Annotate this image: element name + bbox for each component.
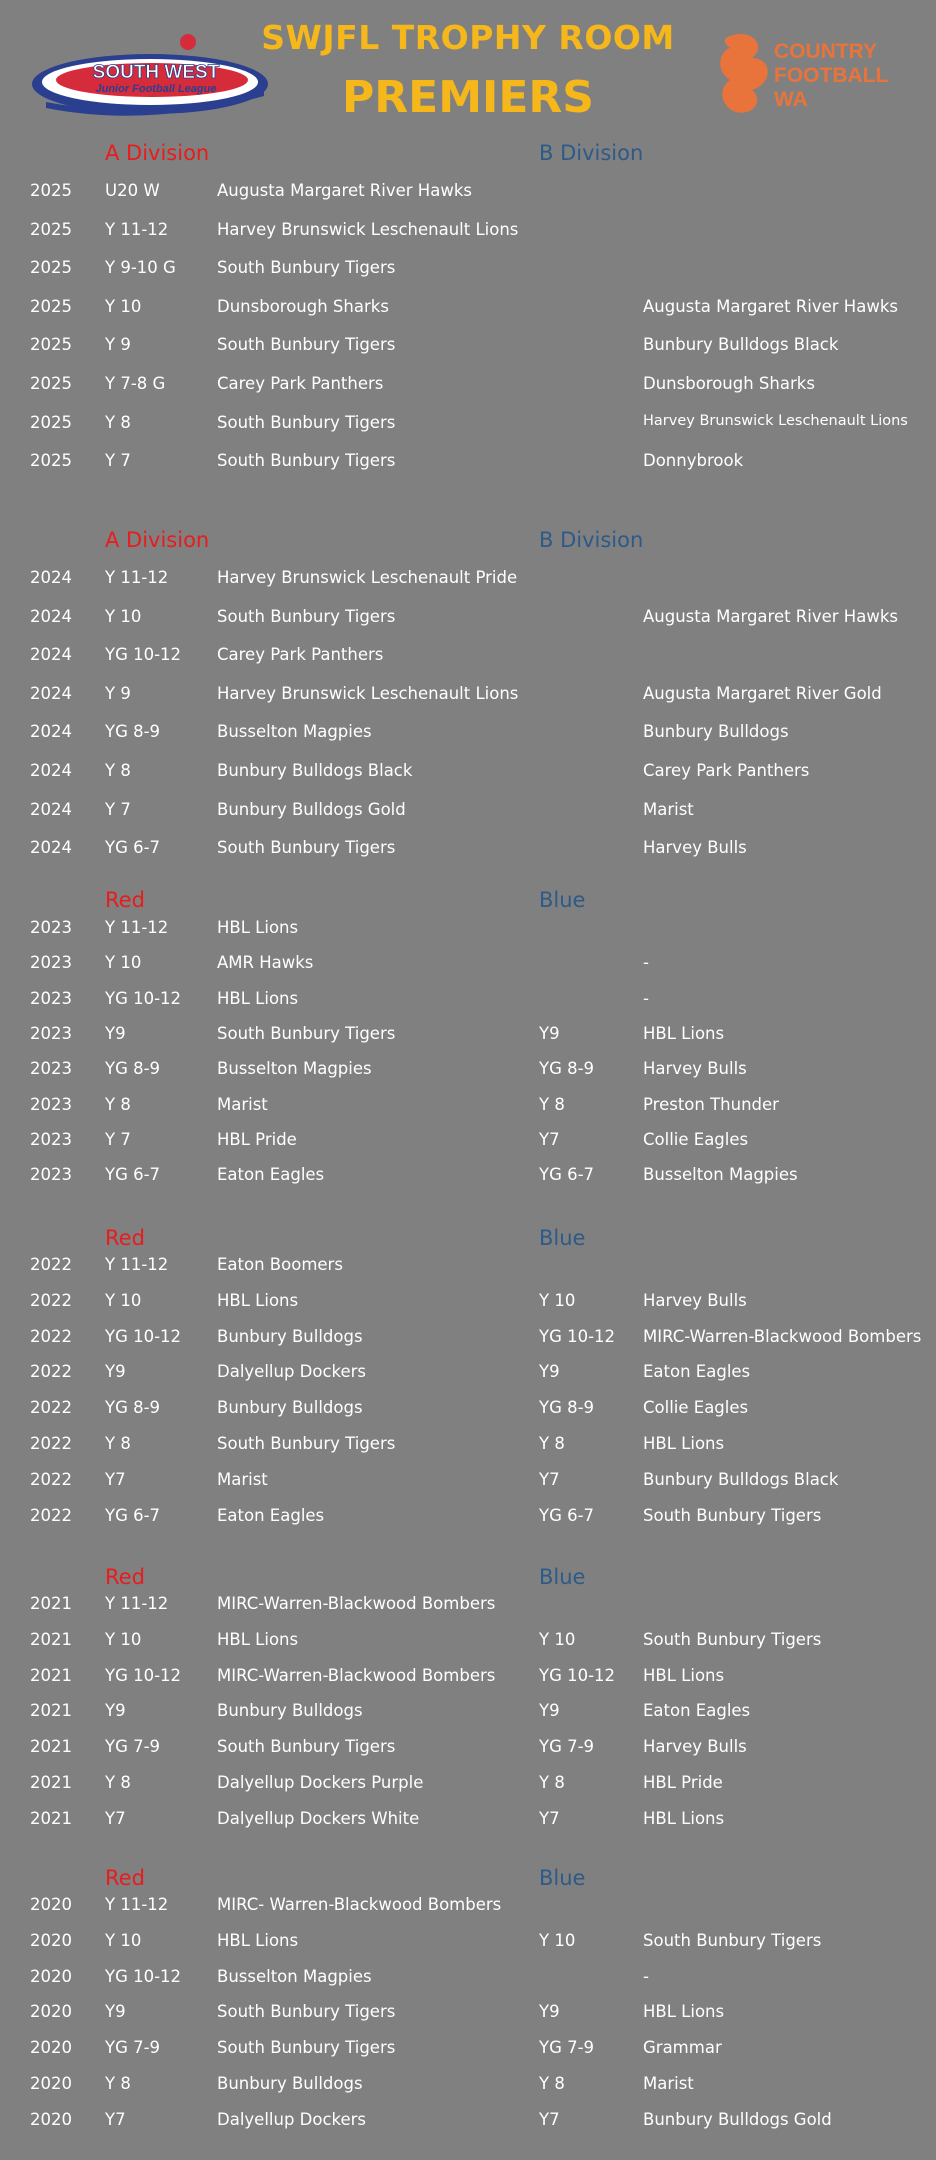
- division2-cell: Y7: [539, 1469, 560, 1489]
- team-cell: HBL Lions: [217, 1629, 299, 1649]
- year-cell: 2020: [30, 1930, 72, 1950]
- team2-cell: Marist: [643, 799, 694, 819]
- year-cell: 2020: [30, 2038, 72, 2058]
- year-cell: 2025: [30, 451, 72, 471]
- team-cell: MIRC-Warren-Blackwood Bombers: [217, 1594, 496, 1613]
- team2-cell: HBL Pride: [643, 1773, 723, 1792]
- team2-cell: Donnybrook: [643, 451, 744, 471]
- team2-cell: HBL Lions: [643, 1434, 725, 1453]
- division-cell: Y 10: [105, 606, 142, 626]
- team-cell: Eaton Boomers: [217, 1255, 343, 1274]
- division-cell: Y 9: [105, 683, 131, 703]
- team-cell: Dalyellup Dockers: [217, 2109, 367, 2129]
- team-cell: Bunbury Bulldogs Gold: [217, 799, 406, 819]
- division-cell: Y9: [105, 1701, 126, 1721]
- team2-cell: HBL Lions: [643, 1808, 725, 1828]
- team-cell: Augusta Margaret River Hawks: [217, 181, 472, 200]
- team2-cell: Augusta Margaret River Gold: [643, 683, 882, 703]
- team-cell: Busselton Magpies: [217, 722, 372, 742]
- section-heading-right: B Division: [539, 141, 644, 165]
- year-cell: 2021: [30, 1629, 72, 1649]
- year-cell: 2025: [30, 412, 72, 432]
- division2-cell: Y9: [539, 2002, 560, 2022]
- page-title: SWJFL TROPHY ROOM: [261, 18, 675, 57]
- division-cell: Y7: [105, 1469, 126, 1489]
- team2-cell: -: [643, 1966, 649, 1986]
- team-cell: Dunsborough Sharks: [217, 296, 389, 316]
- team2-cell: South Bunbury Tigers: [643, 1505, 822, 1525]
- team-cell: HBL Pride: [217, 1129, 297, 1149]
- year-cell: 2025: [30, 296, 72, 316]
- year-cell: 2025: [30, 335, 72, 355]
- year-cell: 2023: [30, 1023, 72, 1043]
- team-cell: Bunbury Bulldogs Black: [217, 761, 413, 780]
- division2-cell: Y 8: [539, 1434, 565, 1453]
- team-cell: Eaton Eagles: [217, 1165, 325, 1185]
- team2-cell: Harvey Bulls: [643, 1059, 747, 1079]
- team2-cell: Bunbury Bulldogs Black: [643, 1469, 839, 1489]
- team-cell: HBL Lions: [217, 918, 299, 937]
- team2-cell: Busselton Magpies: [643, 1165, 798, 1185]
- year-cell: 2020: [30, 1895, 72, 1914]
- team-cell: South Bunbury Tigers: [217, 1434, 396, 1453]
- division-cell: Y9: [105, 1362, 126, 1382]
- division-cell: Y 9: [105, 335, 131, 355]
- team2-cell: Harvey Bulls: [643, 1737, 747, 1757]
- year-cell: 2023: [30, 1059, 72, 1079]
- team-cell: HBL Lions: [217, 1930, 299, 1950]
- team2-cell: -: [643, 953, 649, 973]
- year-cell: 2023: [30, 918, 72, 937]
- team-cell: South Bunbury Tigers: [217, 2002, 396, 2022]
- year-cell: 2020: [30, 2002, 72, 2022]
- team-cell: Carey Park Panthers: [217, 645, 384, 665]
- division-cell: YG 10-12: [105, 1966, 182, 1986]
- team-cell: Dalyellup Dockers White: [217, 1808, 420, 1828]
- svg-text:WA: WA: [774, 88, 808, 111]
- division2-cell: Y9: [539, 1701, 560, 1721]
- svg-text:COUNTRY: COUNTRY: [774, 40, 878, 63]
- section-heading-left: A Division: [105, 141, 210, 165]
- year-cell: 2025: [30, 374, 72, 393]
- division-cell: YG 8-9: [105, 722, 161, 742]
- page-subtitle: PREMIERS: [342, 72, 594, 123]
- section-heading-left: Red: [105, 1565, 145, 1589]
- year-cell: 2022: [30, 1255, 72, 1274]
- division2-cell: YG 8-9: [539, 1059, 595, 1079]
- year-cell: 2024: [30, 838, 72, 858]
- division-cell: Y 11-12: [105, 568, 169, 587]
- year-cell: 2020: [30, 2109, 72, 2129]
- team-cell: HBL Lions: [217, 988, 299, 1008]
- division2-cell: Y7: [539, 1129, 560, 1149]
- team-cell: South Bunbury Tigers: [217, 258, 396, 278]
- division-cell: YG 8-9: [105, 1398, 161, 1418]
- team2-cell: Carey Park Panthers: [643, 761, 810, 780]
- year-cell: 2020: [30, 2074, 72, 2093]
- year-cell: 2020: [30, 1966, 72, 1986]
- year-cell: 2023: [30, 1129, 72, 1149]
- team2-cell: Marist: [643, 2074, 694, 2093]
- team-cell: MIRC- Warren-Blackwood Bombers: [217, 1895, 502, 1914]
- division-cell: Y 7: [105, 799, 131, 819]
- division2-cell: Y 10: [539, 1930, 576, 1950]
- section-heading-right: B Division: [539, 528, 644, 552]
- division2-cell: Y 10: [539, 1629, 576, 1649]
- year-cell: 2022: [30, 1398, 72, 1418]
- division2-cell: Y7: [539, 2109, 560, 2129]
- division-cell: YG 8-9: [105, 1059, 161, 1079]
- team-cell: South Bunbury Tigers: [217, 335, 396, 355]
- year-cell: 2024: [30, 722, 72, 742]
- year-cell: 2022: [30, 1505, 72, 1525]
- division-cell: YG 10-12: [105, 1326, 182, 1346]
- team2-cell: Harvey Brunswick Leschenault Lions: [643, 412, 908, 429]
- division2-cell: YG 10-12: [539, 1665, 616, 1685]
- team-cell: Bunbury Bulldogs: [217, 2074, 363, 2093]
- team-cell: HBL Lions: [217, 1290, 299, 1310]
- division2-cell: Y7: [539, 1808, 560, 1828]
- team-cell: Bunbury Bulldogs: [217, 1701, 363, 1721]
- team2-cell: Harvey Bulls: [643, 1290, 747, 1310]
- division2-cell: YG 6-7: [539, 1165, 595, 1185]
- division2-cell: YG 6-7: [539, 1505, 595, 1525]
- division2-cell: Y9: [539, 1023, 560, 1043]
- team-cell: MIRC-Warren-Blackwood Bombers: [217, 1665, 496, 1685]
- year-cell: 2024: [30, 683, 72, 703]
- division-cell: Y9: [105, 2002, 126, 2022]
- year-cell: 2023: [30, 1094, 72, 1114]
- team-cell: Busselton Magpies: [217, 1059, 372, 1079]
- division-cell: U20 W: [105, 181, 160, 200]
- division2-cell: YG 7-9: [539, 1737, 595, 1757]
- year-cell: 2024: [30, 761, 72, 780]
- team2-cell: Bunbury Bulldogs Black: [643, 335, 839, 355]
- division-cell: YG 7-9: [105, 1737, 161, 1757]
- team-cell: South Bunbury Tigers: [217, 2038, 396, 2058]
- team2-cell: Augusta Margaret River Hawks: [643, 296, 898, 316]
- team-cell: South Bunbury Tigers: [217, 1737, 396, 1757]
- team2-cell: Harvey Bulls: [643, 838, 747, 858]
- year-cell: 2024: [30, 568, 72, 587]
- division-cell: Y 8: [105, 761, 131, 780]
- division-cell: Y7: [105, 2109, 126, 2129]
- division2-cell: Y 8: [539, 1773, 565, 1792]
- division-cell: Y 11-12: [105, 219, 169, 239]
- division-cell: Y 7-8 G: [105, 374, 166, 393]
- team2-cell: -: [643, 988, 649, 1008]
- team-cell: South Bunbury Tigers: [217, 412, 396, 432]
- team2-cell: HBL Lions: [643, 1023, 725, 1043]
- division2-cell: Y 10: [539, 1290, 576, 1310]
- year-cell: 2023: [30, 1165, 72, 1185]
- team-cell: Harvey Brunswick Leschenault Lions: [217, 683, 519, 703]
- svg-text:Junior Football League: Junior Football League: [95, 83, 217, 95]
- year-cell: 2023: [30, 953, 72, 973]
- team2-cell: MIRC-Warren-Blackwood Bombers: [643, 1326, 922, 1346]
- team2-cell: Bunbury Bulldogs Gold: [643, 2109, 832, 2129]
- team-cell: Harvey Brunswick Leschenault Lions: [217, 219, 519, 239]
- division-cell: Y 10: [105, 296, 142, 316]
- team2-cell: Eaton Eagles: [643, 1362, 751, 1382]
- division-cell: Y 8: [105, 412, 131, 432]
- year-cell: 2022: [30, 1469, 72, 1489]
- division2-cell: Y9: [539, 1362, 560, 1382]
- team2-cell: Collie Eagles: [643, 1129, 749, 1149]
- team-cell: Marist: [217, 1094, 268, 1114]
- year-cell: 2022: [30, 1362, 72, 1382]
- division-cell: Y 10: [105, 1629, 142, 1649]
- team2-cell: Eaton Eagles: [643, 1701, 751, 1721]
- team-cell: Bunbury Bulldogs: [217, 1326, 363, 1346]
- year-cell: 2021: [30, 1737, 72, 1757]
- section-heading-left: Red: [105, 1226, 145, 1250]
- division2-cell: YG 10-12: [539, 1326, 616, 1346]
- team-cell: South Bunbury Tigers: [217, 451, 396, 471]
- division-cell: Y 11-12: [105, 1255, 169, 1274]
- division2-cell: YG 8-9: [539, 1398, 595, 1418]
- year-cell: 2024: [30, 799, 72, 819]
- team-cell: Bunbury Bulldogs: [217, 1398, 363, 1418]
- team-cell: South Bunbury Tigers: [217, 838, 396, 858]
- division-cell: YG 6-7: [105, 1165, 161, 1185]
- section-heading-right: Blue: [539, 1565, 586, 1589]
- year-cell: 2022: [30, 1434, 72, 1453]
- division-cell: Y 8: [105, 1434, 131, 1453]
- division-cell: Y9: [105, 1023, 126, 1043]
- year-cell: 2021: [30, 1665, 72, 1685]
- section-heading-left: Red: [105, 1866, 145, 1890]
- team2-cell: South Bunbury Tigers: [643, 1629, 822, 1649]
- team2-cell: Collie Eagles: [643, 1398, 749, 1418]
- division2-cell: Y 8: [539, 2074, 565, 2093]
- year-cell: 2024: [30, 645, 72, 665]
- team-cell: Marist: [217, 1469, 268, 1489]
- year-cell: 2021: [30, 1594, 72, 1613]
- team2-cell: Dunsborough Sharks: [643, 374, 815, 393]
- team2-cell: Bunbury Bulldogs: [643, 722, 789, 742]
- team2-cell: HBL Lions: [643, 2002, 725, 2022]
- division-cell: Y 8: [105, 1773, 131, 1792]
- section-heading-left: Red: [105, 888, 145, 912]
- year-cell: 2025: [30, 181, 72, 200]
- section-heading-right: Blue: [539, 1226, 586, 1250]
- division-cell: YG 10-12: [105, 988, 182, 1008]
- svg-text:FOOTBALL: FOOTBALL: [774, 64, 889, 87]
- team-cell: AMR Hawks: [217, 953, 314, 973]
- country-football-wa-logo: [712, 28, 912, 118]
- team2-cell: HBL Lions: [643, 1665, 725, 1685]
- division-cell: Y 8: [105, 2074, 131, 2093]
- division-cell: Y 11-12: [105, 1895, 169, 1914]
- team-cell: Harvey Brunswick Leschenault Pride: [217, 568, 518, 587]
- division-cell: Y 10: [105, 1290, 142, 1310]
- team2-cell: South Bunbury Tigers: [643, 1930, 822, 1950]
- team2-cell: Augusta Margaret River Hawks: [643, 606, 898, 626]
- page-header: [0, 0, 936, 140]
- division-cell: YG 6-7: [105, 838, 161, 858]
- team2-cell: Grammar: [643, 2038, 722, 2058]
- division-cell: Y 9-10 G: [105, 258, 176, 278]
- division2-cell: YG 7-9: [539, 2038, 595, 2058]
- year-cell: 2023: [30, 988, 72, 1008]
- division-cell: YG 7-9: [105, 2038, 161, 2058]
- division-cell: Y 10: [105, 953, 142, 973]
- division-cell: Y 8: [105, 1094, 131, 1114]
- division-cell: Y 7: [105, 1129, 131, 1149]
- year-cell: 2025: [30, 258, 72, 278]
- division-cell: Y 7: [105, 451, 131, 471]
- team-cell: Eaton Eagles: [217, 1505, 325, 1525]
- division-cell: YG 6-7: [105, 1505, 161, 1525]
- division-cell: YG 10-12: [105, 1665, 182, 1685]
- team-cell: Dalyellup Dockers: [217, 1362, 367, 1382]
- team-cell: South Bunbury Tigers: [217, 1023, 396, 1043]
- division-cell: Y 11-12: [105, 918, 169, 937]
- svg-text:SOUTH WEST: SOUTH WEST: [92, 62, 220, 83]
- division-cell: Y7: [105, 1808, 126, 1828]
- section-heading-right: Blue: [539, 888, 586, 912]
- year-cell: 2022: [30, 1326, 72, 1346]
- section-heading-left: A Division: [105, 528, 210, 552]
- year-cell: 2021: [30, 1773, 72, 1792]
- year-cell: 2021: [30, 1808, 72, 1828]
- team-cell: Dalyellup Dockers Purple: [217, 1773, 424, 1792]
- division-cell: Y 11-12: [105, 1594, 169, 1613]
- year-cell: 2024: [30, 606, 72, 626]
- team-cell: Carey Park Panthers: [217, 374, 384, 393]
- team-cell: Busselton Magpies: [217, 1966, 372, 1986]
- year-cell: 2025: [30, 219, 72, 239]
- year-cell: 2022: [30, 1290, 72, 1310]
- division2-cell: Y 8: [539, 1094, 565, 1114]
- year-cell: 2021: [30, 1701, 72, 1721]
- section-heading-right: Blue: [539, 1866, 586, 1890]
- division-cell: Y 10: [105, 1930, 142, 1950]
- team2-cell: Preston Thunder: [643, 1094, 779, 1114]
- team-cell: South Bunbury Tigers: [217, 606, 396, 626]
- division-cell: YG 10-12: [105, 645, 182, 665]
